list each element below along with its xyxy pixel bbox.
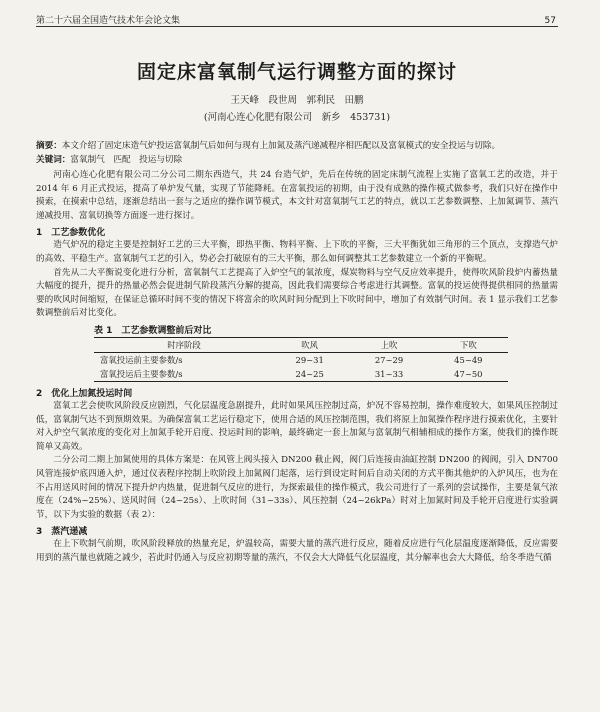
section-2-paragraph-1: 富氧工艺会使吹风阶段反应剧烈，气化层温度急剧提升，此时如果风压控制过高，炉况不容易控制，操作难度较大，如果风压控制过低，富氧制气达不到预期效果。为确保富氧工艺运行稳定下，使用合适的风压控制范围，我们将原上加氮操作程序进行摸索优化，主要针对入炉空气氧浓度的变化对上加氮手轮开启度、投运时间的影响，最终确定一套上加氮与富氧制气相辅相成的操作方案，使我们的操作既简单又高效。	[36, 400, 558, 452]
table-cell: 31~33	[374, 368, 404, 379]
table-cell: 富氧投运后主要参数/s	[100, 368, 183, 379]
abstract-text: 本文介绍了固定床造气炉投运富氧制气后如何与现有上加氮及蒸汽递减程序相匹配以及富氧模式的安全投运与切除。	[61, 141, 501, 151]
paper-title: 固定床富氧制气运行调整方面的探讨	[136, 61, 457, 83]
section-1-paragraph-1: 造气炉况的稳定主要是控制好工艺的三大平衡，即热平衡、物料平衡、上下吹的平衡，三大平衡犹如三角形的三个顶点，支撑造气炉的高效、平稳生产。富氧制气工艺的引入，势必会打破原有的三大平衡，那么如何调整其工艺参数建立一个新的平衡呢。	[36, 240, 558, 264]
section-2-paragraph-2: 二分公司二期上加氮使用的具体方案是：在风管上阀头接入 DN200 截止阀，阀门后连接由油缸控制 DN200 的阀阀，引入 DN700 风管连接炉底四通入炉，通过仪表程序控制上吹阶段上加氮阀门起落，运行到设定时间后自动关闭的方式平衡其他炉的入炉风压，也为在不占用送风时间的情况下提升炉内热量，促进制气反应的进行，为探索最佳的操作模式，我公司进行了一系列的尝试操作，主要是氧气浓度在（24%~25%）、送风时间（24~25s）、上吹时间（31~33s）、风压控制（24~26kPa）时对上加氮时间及手轮开启度进行实验调节，以下为实验的数据（表 2）：	[36, 455, 558, 520]
table-cell: 27~29	[374, 354, 404, 365]
table-header-cell: 时序阶段	[94, 337, 270, 352]
table-1-caption: 表 1 工艺参数调整前后对比	[94, 325, 212, 336]
table-1	[94, 337, 508, 382]
affiliation: (河南心连心化肥有限公司 新乡 453731)	[203, 112, 391, 123]
intro-paragraph: 河南心连心化肥有限公司二分公司二期东西造气，共 24 台造气炉，先后在传统的固定床制气流程上实施了富氧工艺的改造，并于 2014 年 6 月正式投运，提高了单炉发气量，实现了节能降耗。在富氧投运的初期，由于没有成熟的操作模式做参考，我们只好在操作中摸索，在摸索中总结，逐渐总结出一套与之适应的操作调节模式，本文针对富氧制气工艺的特点，就以工艺参数调整、上加氮调节、蒸汽递减投用、富氧切换等方面逐一进行探讨。	[36, 170, 558, 221]
table-row	[94, 352, 508, 367]
section-1-paragraph-2: 首先从二大平衡说变化进行分析，富氧制气工艺提高了入炉空气的氧浓度，煤炭物料与空气反应效率提升，使得吹风阶段炉内蓄热量大幅度的提升，提升的热量必然会促进制气阶段蒸汽分解的提高，因此我们需要综合考虑进行其调整。富氧的投运使得提供相同的热量需要的吹风时间缩短，在保证总循环时间不变的情况下将富余的吹风时间分配到上下吹时间中，增加了有效制气时间。表 1 显示我们工艺参数调整前后对比变化。	[36, 267, 558, 319]
keywords	[36, 153, 558, 167]
section-3-heading: 3 蒸汽递减	[36, 527, 88, 538]
keywords-text: 富氧制气 匹配 投运与切除	[70, 155, 183, 165]
page-number: 57	[544, 16, 556, 26]
author-list: 王天峰 段世周 郭利民 田鹏	[230, 95, 364, 106]
table-cell: 47~50	[454, 368, 483, 379]
keywords-label: 关键词：	[36, 155, 71, 165]
table-row	[94, 367, 508, 382]
table-cell: 富氧投运前主要参数/s	[100, 354, 183, 365]
abstract-label: 摘要：	[36, 141, 62, 151]
section-1-heading: 1 工艺参数优化	[36, 228, 106, 239]
table-header-cell: 吹风	[270, 337, 349, 352]
table-header-cell: 下吹	[429, 337, 508, 352]
section-3-paragraph-1: 在上下吹制气前期，吹风阶段释放的热量充足，炉温较高，需要大量的蒸汽进行反应，随着反应进行气化层温度逐渐降低，反应需要用到的蒸汽量也就随之减少，若此时仍通入与反应初期等量的蒸汽，不仅会大大降低气化层温度，其分解率也会大大降低，给冬季造气循	[36, 539, 558, 563]
table-header-row	[94, 337, 508, 352]
running-header	[36, 0, 558, 27]
section-2-heading: 2 优化上加氮投运时间	[36, 388, 133, 399]
table-header-cell: 上吹	[349, 337, 428, 352]
abstract	[36, 139, 558, 153]
table-cell: 29~31	[295, 354, 324, 365]
table-cell: 45~49	[454, 354, 483, 365]
journal-name: 第二十六届全国造气技术年会论文集	[36, 16, 181, 26]
table-cell: 24~25	[295, 368, 324, 379]
